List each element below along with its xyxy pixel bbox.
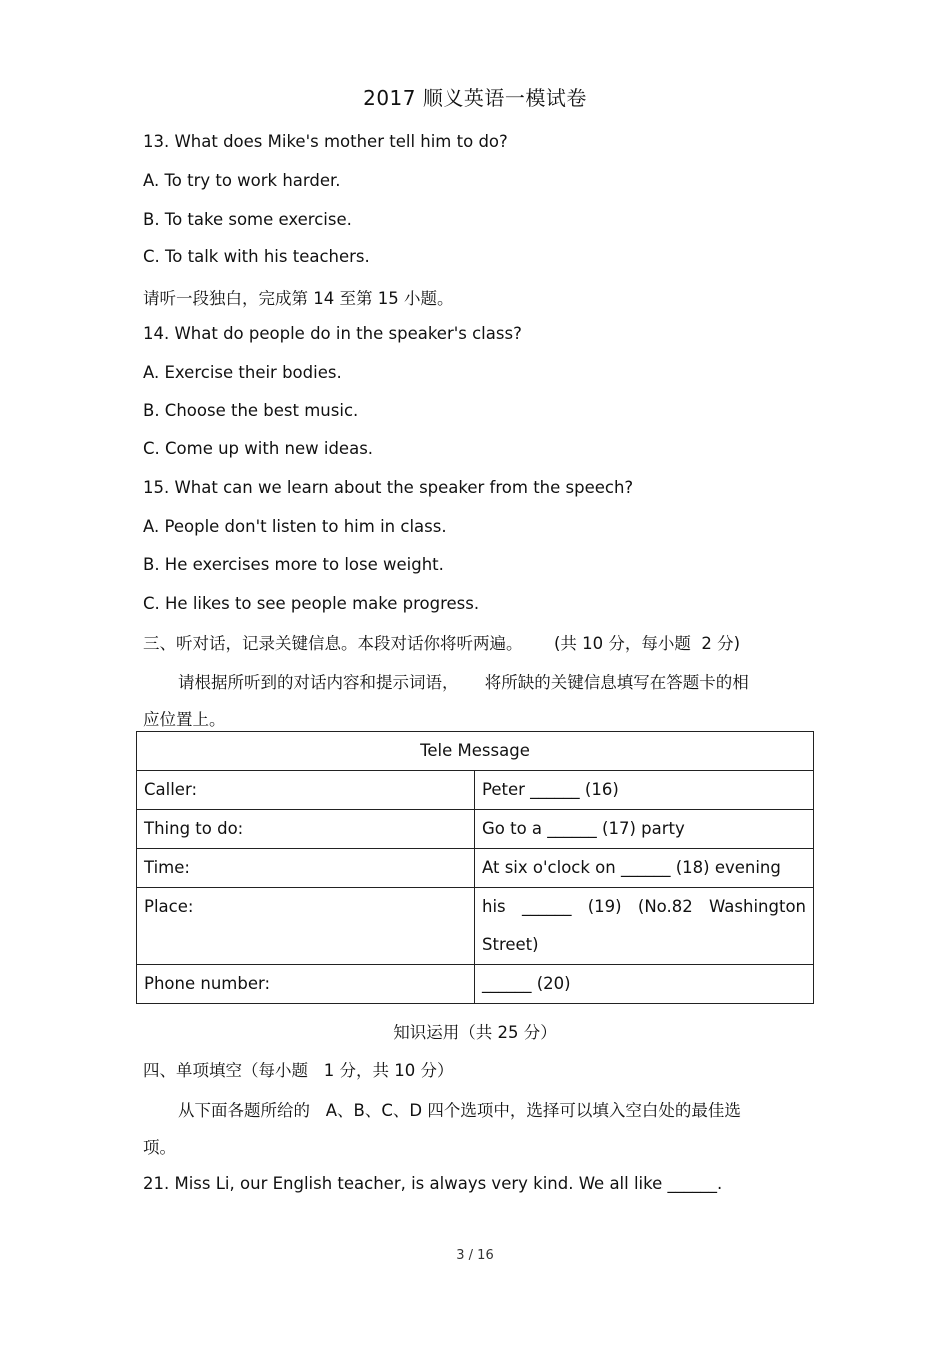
knowledge-title: 知识运用（共 25 分） [393,1023,557,1042]
section-3-heading: 三、听对话，记录关键信息。本段对话你将听两遍。 (共 10 分，每小题 2 分) [143,634,741,653]
question-14-option-b: B. Choose the best music. [143,401,359,420]
row-label-place: Place: [137,888,475,965]
table-row [137,965,814,1004]
place-number: (19) [587,897,622,916]
question-14-stem: 14. What do people do in the speaker's class? [143,324,522,343]
place-line-1 [482,888,806,926]
question-15-option-c: C. He likes to see people make progress. [143,594,480,613]
page-title: 2017 顺义英语一模试卷 [363,86,587,110]
question-15-option-a: A. People don't listen to him in class. [143,517,447,536]
section-3-instruction-cont: 应位置上。 [143,710,226,729]
place-word: his [482,897,506,916]
section-4-heading: 四、单项填空（每小题 1 分，共 10 分） [143,1061,454,1080]
table-title: Tele Message [137,732,814,771]
table-row [137,810,814,849]
instruction-14-15: 请听一段独白，完成第 14 至第 15 小题。 [143,289,454,308]
place-blank: ______ [521,897,572,916]
row-label-phone-number: Phone number: [137,965,475,1004]
question-13-stem: 13. What does Mike's mother tell him to do? [143,132,508,151]
row-label-caller: Caller: [137,771,475,810]
tele-message-table [136,731,814,1004]
question-13-option-a: A. To try to work harder. [143,171,341,190]
question-21-stem: 21. Miss Li, our English teacher, is always very kind. We all like ______. [143,1174,723,1193]
row-label-time: Time: [137,849,475,888]
question-14-option-a: A. Exercise their bodies. [143,363,342,382]
row-value-place [475,888,814,965]
section-4-instruction-cont: 项。 [143,1138,176,1157]
row-value-time: At six o'clock on ______ (18) evening [475,849,814,888]
section-3-instruction: 请根据所听到的对话内容和提示词语， 将所缺的关键信息填写在答题卡的相 [178,673,749,692]
page-number: 3 / 16 [456,1248,494,1263]
question-15-stem: 15. What can we learn about the speaker from the speech? [143,478,634,497]
table-row [137,888,814,965]
row-label-thing-to-do: Thing to do: [137,810,475,849]
place-address-street: Washington [709,897,806,916]
row-value-thing-to-do: Go to a ______ (17) party [475,810,814,849]
question-15-option-b: B. He exercises more to lose weight. [143,555,444,574]
place-line-2: Street) [482,935,539,954]
question-13-option-b: B. To take some exercise. [143,210,352,229]
question-13-option-c: C. To talk with his teachers. [143,247,370,266]
question-14-option-c: C. Come up with new ideas. [143,439,374,458]
table-row [137,771,814,810]
row-value-caller: Peter ______ (16) [475,771,814,810]
section-4-instruction: 从下面各题所给的 A、B、C、D 四个选项中，选择可以填入空白处的最佳选 [178,1101,741,1120]
table-row [137,849,814,888]
place-address-number: (No.82 [637,897,693,916]
row-value-phone-number: ______ (20) [475,965,814,1004]
